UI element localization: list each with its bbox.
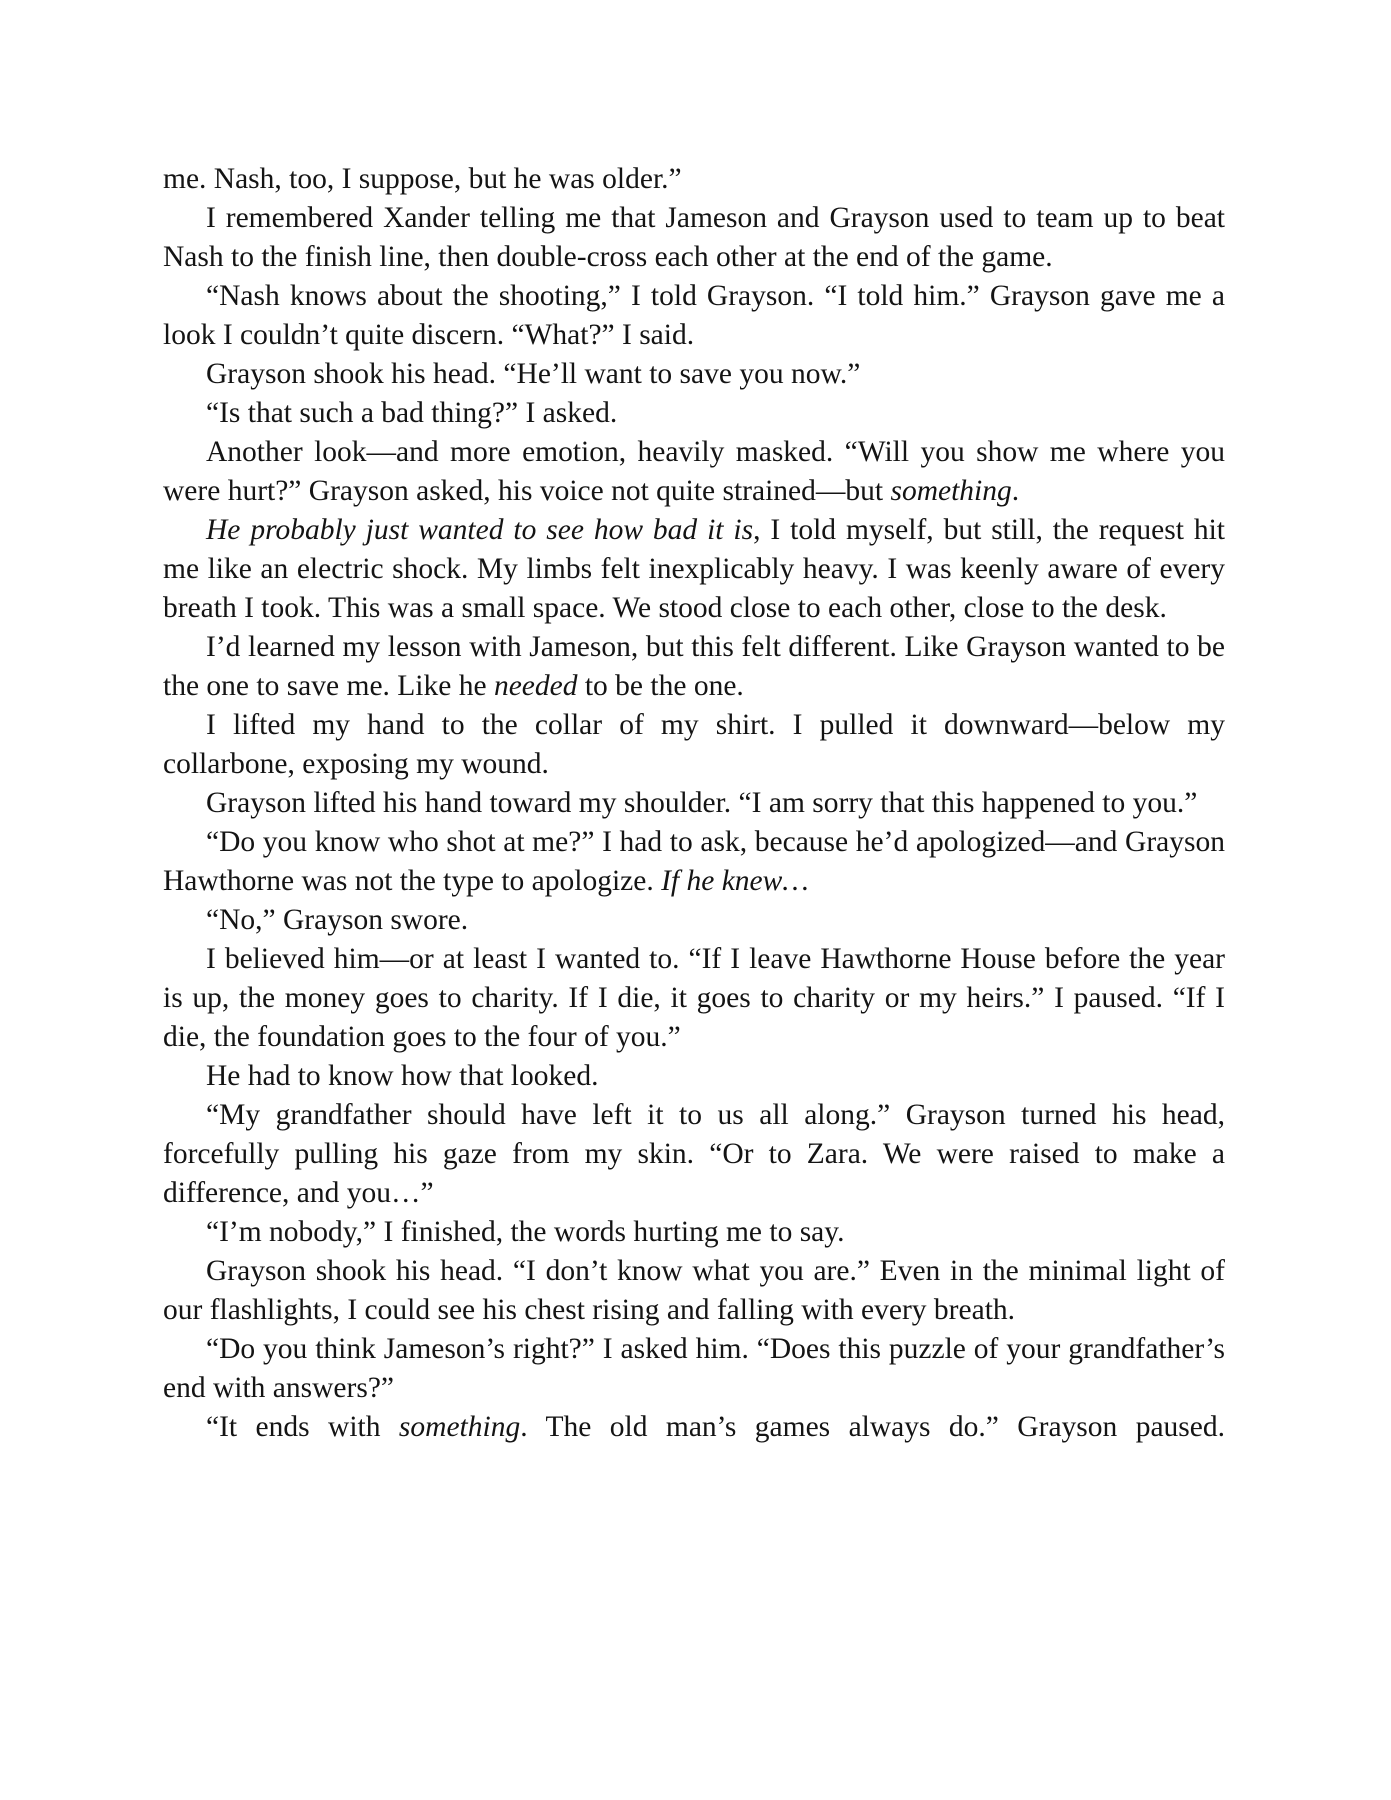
paragraph: “Is that such a bad thing?” I asked. xyxy=(206,397,618,429)
italic-emphasis: needed xyxy=(493,670,578,702)
paragraph: He had to know how that looked. xyxy=(206,1060,599,1092)
paragraph: me. Nash, too, I suppose, but he was older.” xyxy=(163,163,682,195)
paragraph: I’d learned my lesson with Jameson, but this felt different. Like Grayson wanted to be the one to save me. Like he needed to be the one. xyxy=(163,631,1225,702)
paragraph: I believed him—or at least I wanted to. “If I leave Hawthorne House before the year is up, the money goes to charity. If I die, it goes to charity or my heirs.” I paused. “If I die, the foundation goes to the four of you.” xyxy=(163,943,1225,1053)
italic-thought: If he knew… xyxy=(661,865,809,897)
book-page xyxy=(163,160,1225,1447)
paragraph: Another look—and more emotion, heavily masked. “Will you show me where you were hurt?” Grayson asked, his voice not quite strained—but something. xyxy=(163,436,1225,507)
paragraph: “I’m nobody,” I finished, the words hurting me to say. xyxy=(206,1216,845,1248)
paragraph: “It ends with something. The old man’s games always do.” Grayson paused. xyxy=(206,1411,1225,1443)
paragraph: Grayson shook his head. “I don’t know what you are.” Even in the minimal light of our flashlights, I could see his chest rising and falling with every breath. xyxy=(163,1255,1225,1326)
paragraph: I lifted my hand to the collar of my shirt. I pulled it downward—below my collarbone, exposing my wound. xyxy=(163,709,1225,780)
italic-thought: He probably just wanted to see how bad it is xyxy=(206,514,754,546)
italic-emphasis: something xyxy=(398,1411,521,1443)
paragraph: I remembered Xander telling me that Jameson and Grayson used to team up to beat Nash to the finish line, then double-cross each other at the end of the game. xyxy=(163,202,1225,273)
italic-emphasis: something xyxy=(890,475,1012,507)
paragraph: He probably just wanted to see how bad it is, I told myself, but still, the request hit me like an electric shock. My limbs felt inexplicably heavy. I was keenly aware of every breath I took. This was a small space. We stood close to each other, close to the desk. xyxy=(163,514,1225,624)
paragraph: “Do you think Jameson’s right?” I asked him. “Does this puzzle of your grandfather’s end with answers?” xyxy=(163,1333,1225,1404)
paragraph: “No,” Grayson swore. xyxy=(206,904,469,936)
paragraph: “Do you know who shot at me?” I had to ask, because he’d apologized—and Grayson Hawthorne was not the type to apologize. If he knew… xyxy=(163,826,1225,897)
paragraph: Grayson lifted his hand toward my shoulder. “I am sorry that this happened to you.” xyxy=(206,787,1198,819)
paragraph: Grayson shook his head. “He’ll want to save you now.” xyxy=(206,358,861,390)
paragraph: “Nash knows about the shooting,” I told Grayson. “I told him.” Grayson gave me a look I couldn’t quite discern. “What?” I said. xyxy=(163,280,1225,351)
paragraph: “My grandfather should have left it to us all along.” Grayson turned his head, forcefully pulling his gaze from my skin. “Or to Zara. We were raised to make a difference, and you…” xyxy=(163,1099,1225,1209)
